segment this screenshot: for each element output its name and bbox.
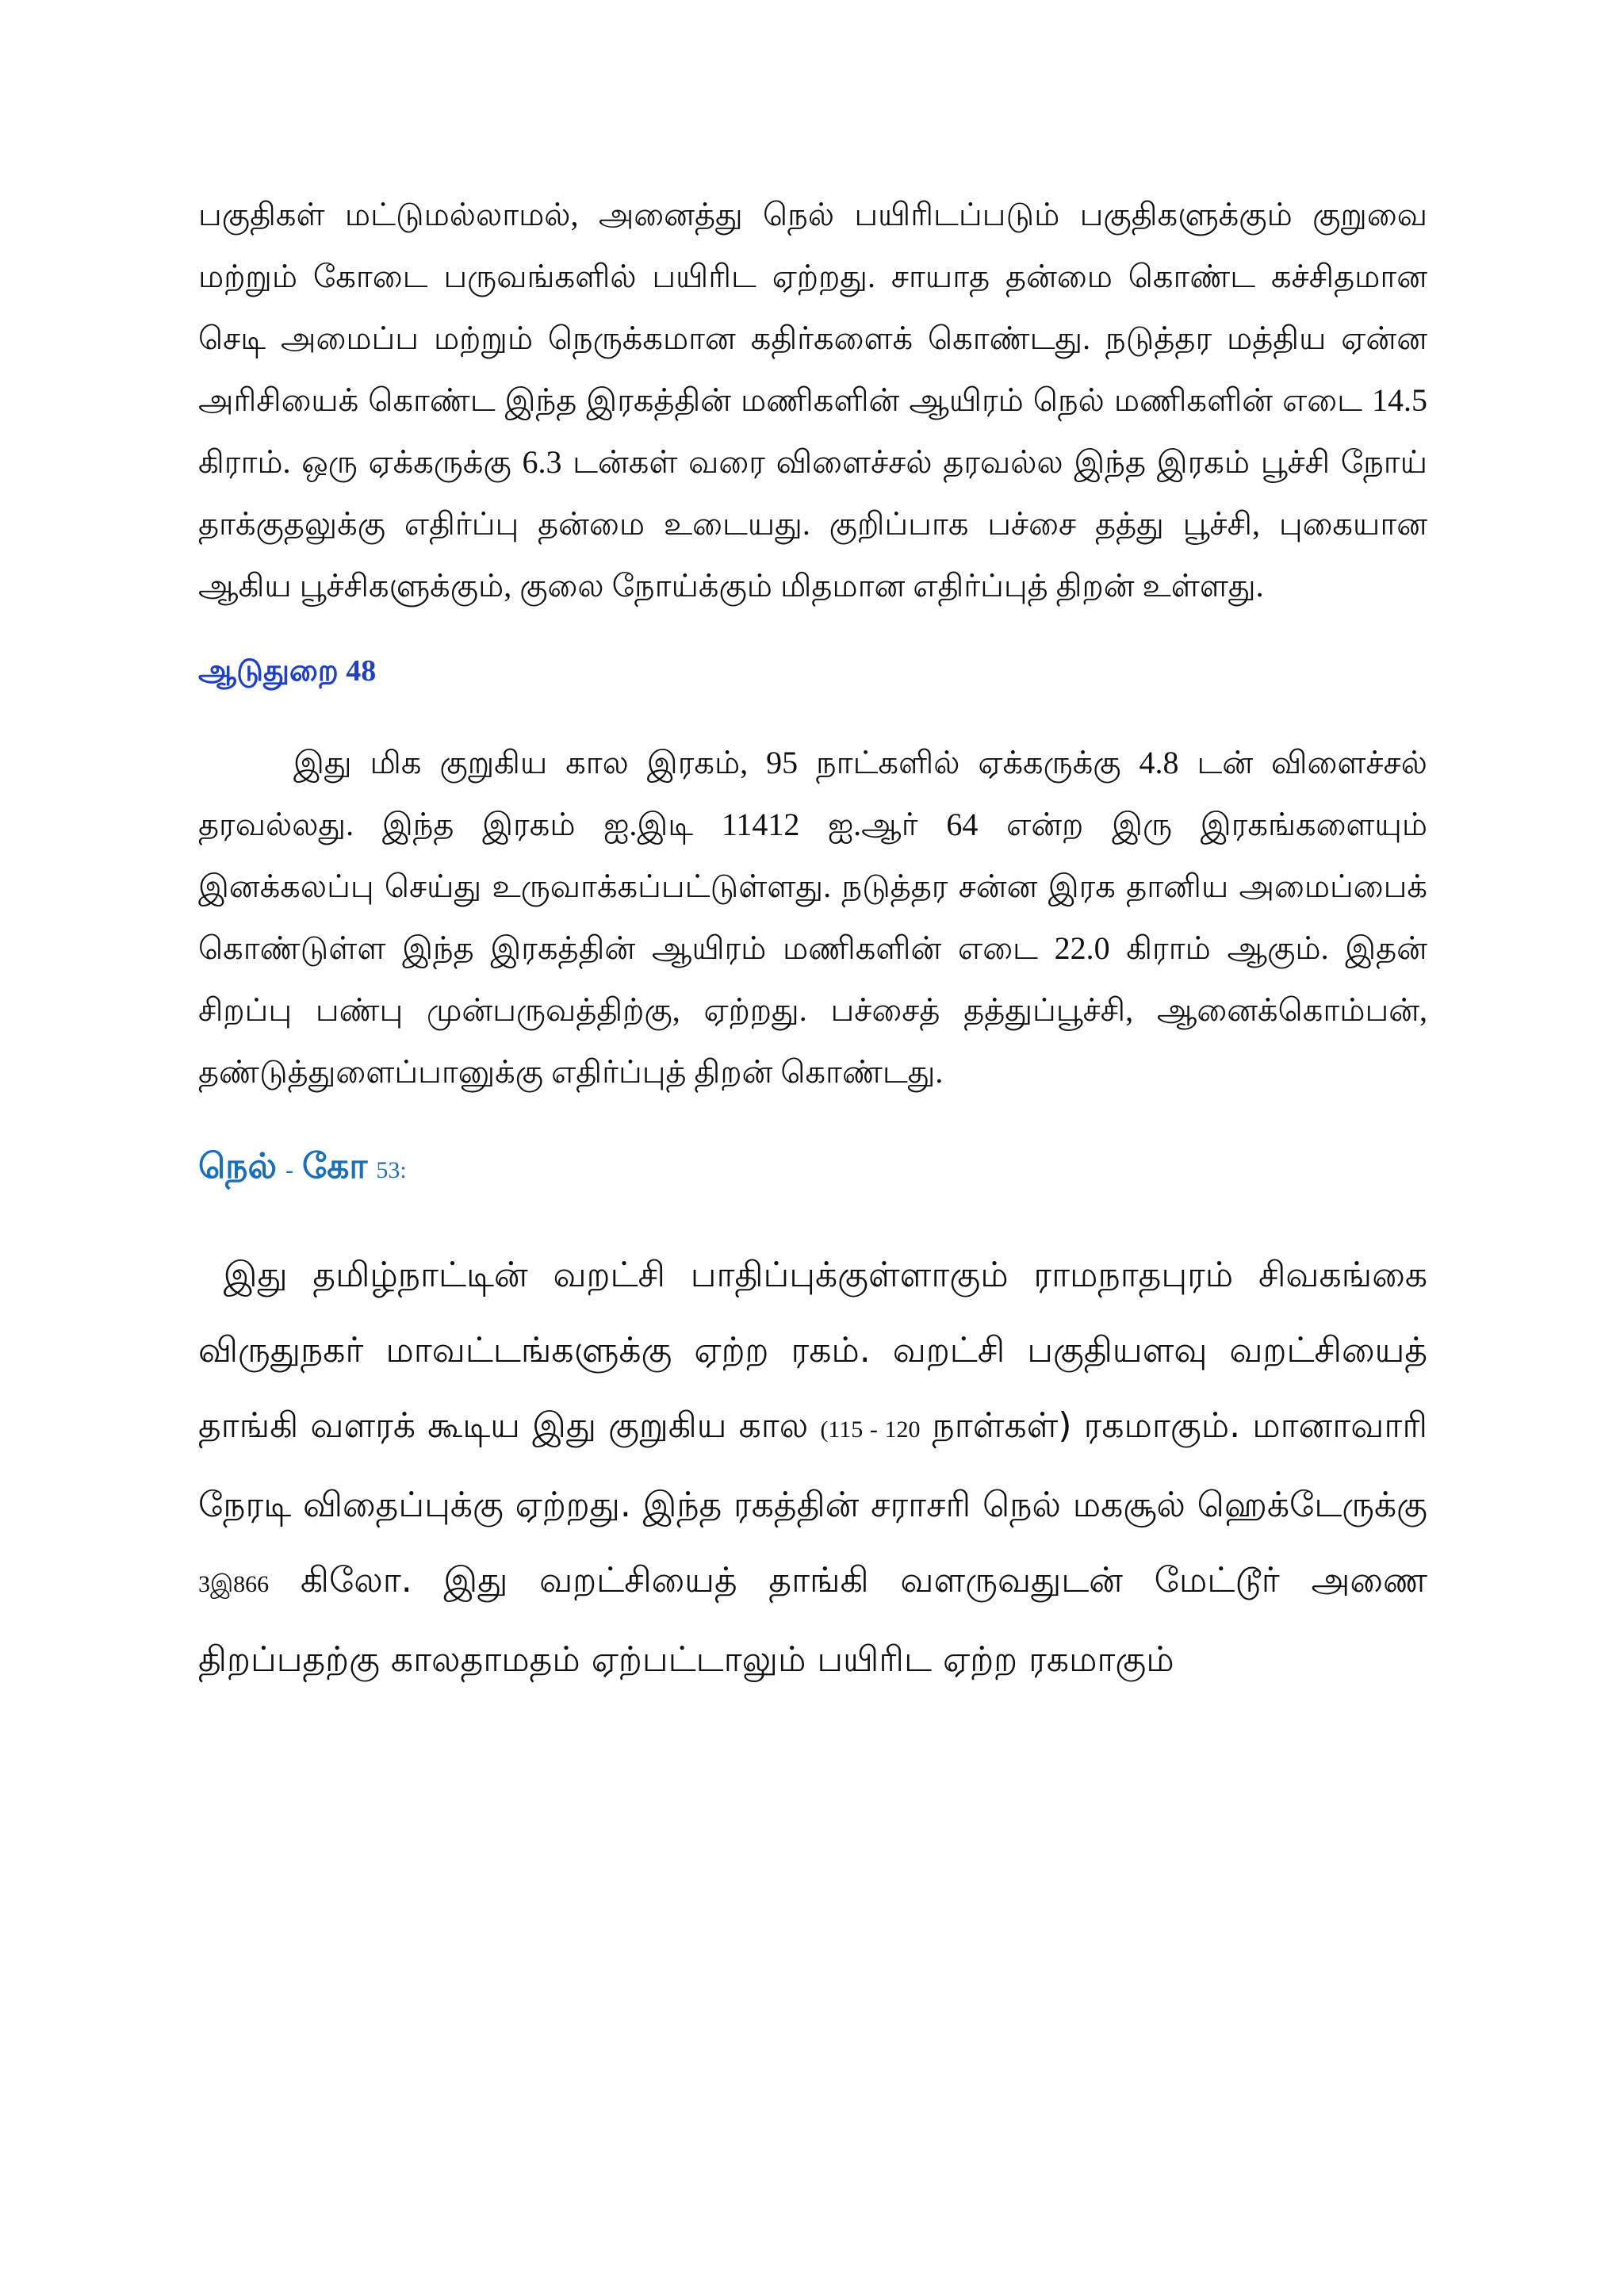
paragraph-3-text-2: நாள்கள்) ரகமாகும். மானாவாரி நேரடி விதைப்புக்கு ஏற்றது. இந்த ரகத்தின் சராசரி நெல் மகசூல் ஹெக்டேருக்கு — [198, 1405, 1428, 1525]
heading-2-number: 53: — [376, 1157, 407, 1183]
paragraph-2: இது மிக குறுகிய கால இரகம், 95 நாட்களில் ஏக்கருக்கு 4.8 டன் விளைச்சல் தரவல்லது. இந்த இரகம் ஐ.இடி 11412 ஐ.ஆர் 64 என்ற இரு இரகங்களையும் இனக்கலப்பு செய்து உருவாக்கப்பட்டுள்ளது. நடுத்தர சன்ன இரக தானிய அமைப்பைக் கொண்டுள்ள இந்த இரகத்தின் ஆயிரம் மணிகளின் எடை 22.0 கிராம் ஆகும். இதன் சிறப்பு பண்பு முன்பருவத்திற்கு, ஏற்றது. பச்சைத் தத்துப்பூச்சி, ஆனைக்கொம்பன், தண்டுத்துளைப்பானுக்கு எதிர்ப்புத் திறன் கொண்டது. — [198, 745, 1427, 1090]
paragraph-3-days-range: (115 - 120 — [820, 1416, 921, 1443]
paragraph-3 — [181, 1237, 1427, 1697]
heading-nel-ko-53 — [198, 1146, 1427, 1191]
heading-aduthurai-48: ஆடுதுறை 48 — [198, 654, 377, 688]
paragraph-1: பகுதிகள் மட்டுமல்லாமல், அனைத்து நெல் பயிரிடப்படும் பகுதிகளுக்கும் குறுவை மற்றும் கோடை பருவங்களில் பயிரிட ஏற்றது. சாயாத தன்மை கொண்ட கச்சிதமான செடி அமைப்ப மற்றும் நெருக்கமான கதிர்களைக் கொண்டது. நடுத்தர மத்திய ஏன்ன அரிசியைக் கொண்ட இந்த இரகத்தின் மணிகளின் ஆயிரம் நெல் மணிகளின் எடை 14.5 கிராம். ஒரு ஏக்கருக்கு 6.3 டன்கள் வரை விளைச்சல் தரவல்ல இந்த இரகம் பூச்சி நோய் தாக்குதலுக்கு எதிர்ப்பு தன்மை உடையது. குறிப்பாக பச்சை தத்து பூச்சி, புகையான ஆகிய பூச்சிகளுக்கும், குலை நோய்க்கும் மிதமான எதிர்ப்புத் திறன் உள்ளது. — [198, 197, 1427, 604]
heading-2-part2: கோ — [302, 1147, 368, 1186]
heading-2-separator: - — [285, 1157, 293, 1183]
paragraph-3-text-1: இது தமிழ்நாட்டின் வறட்சி பாதிப்புக்குள்ளாகும் ராமநாதபுரம் சிவகங்கை விருதுநகர் மாவட்டங்களுக்கு ஏற்ற ரகம். வறட்சி பகுதியளவு வறட்சியைத் தாங்கி வளரக் கூடிய இது குறுகிய கால — [198, 1255, 1427, 1446]
heading-2-part1: நெல் — [198, 1147, 277, 1186]
paragraph-3-text-3: கிலோ. இது வறட்சியைத் தாங்கி வளருவதுடன் மேட்டூர் அணை திறப்பதற்கு காலதாமதம் ஏற்பட்டாலும் பயிரிட ஏற்ற ரகமாகும் — [198, 1560, 1427, 1680]
paragraph-3-yield-value: 3இ866 — [198, 1571, 270, 1597]
document-page — [198, 184, 1427, 1697]
